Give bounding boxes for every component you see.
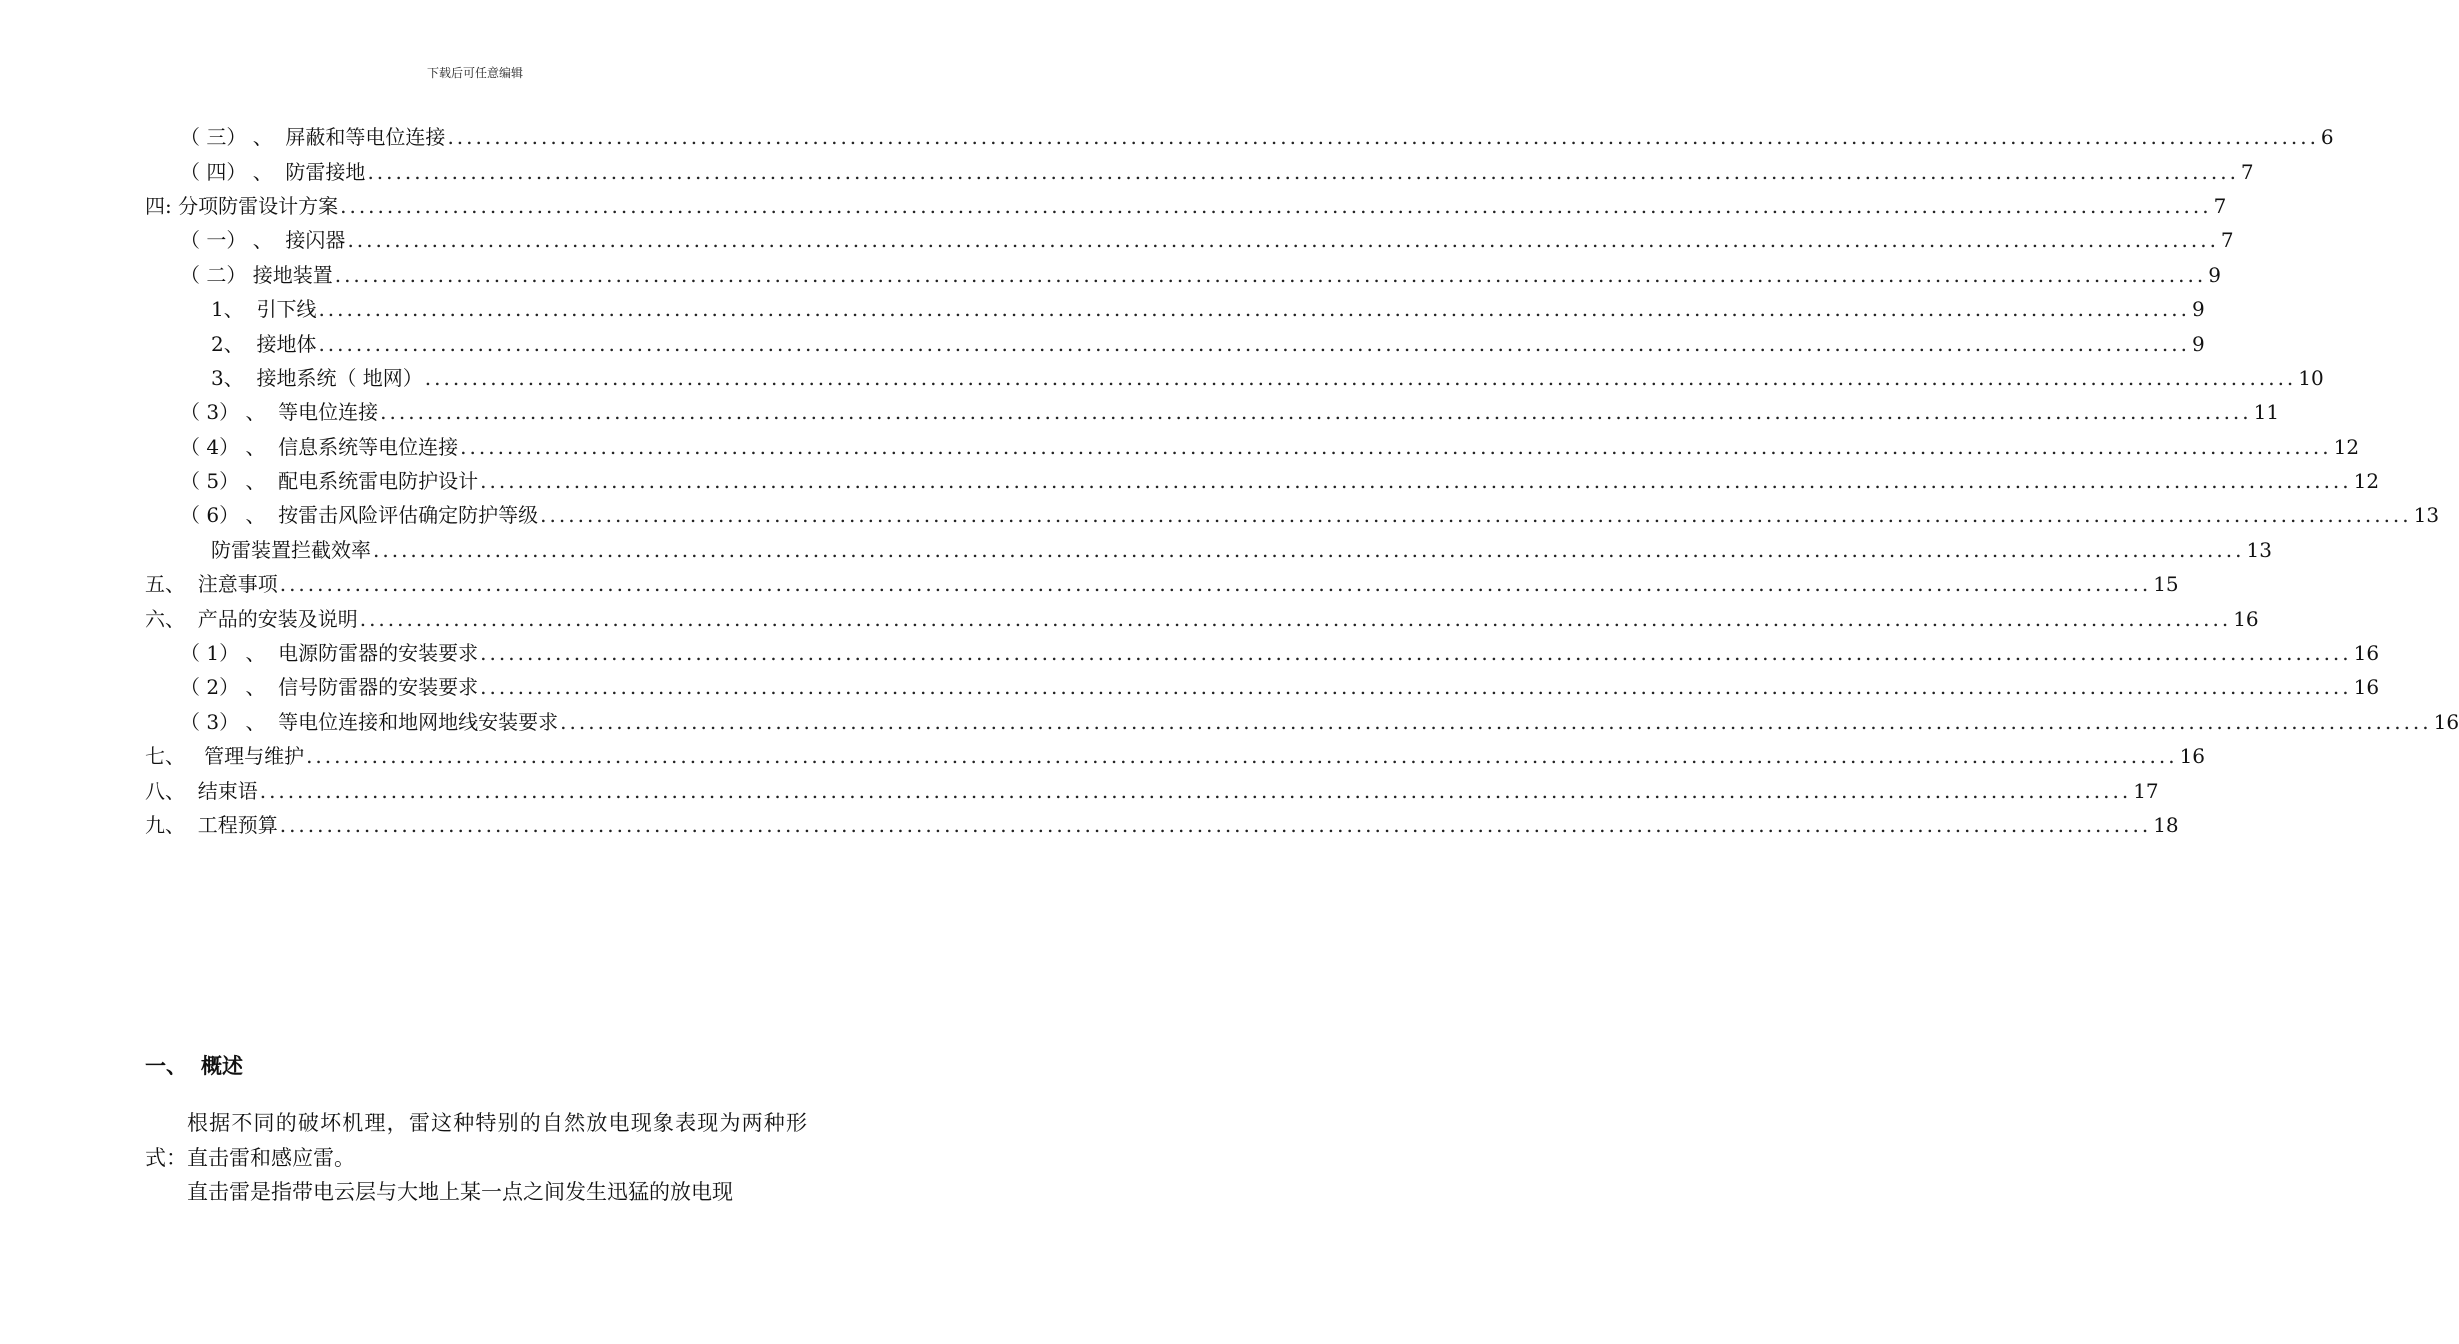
toc-entry-page: 16 bbox=[2179, 744, 2206, 769]
toc-entry-page: 7 bbox=[2220, 228, 2234, 253]
toc-entry-title: （ 三） 、 屏蔽和等电位连接 bbox=[180, 125, 446, 150]
toc-dot-leader: ........................................................................................................................................................................................................ bbox=[480, 641, 2352, 666]
toc-dot-leader: ........................................................................................................................................................................................................ bbox=[380, 400, 2252, 425]
toc-entry[interactable] bbox=[145, 567, 2179, 601]
toc-entry-page: 16 bbox=[2433, 709, 2459, 734]
toc-entry[interactable] bbox=[145, 361, 2324, 395]
toc-entry[interactable] bbox=[145, 223, 2234, 257]
toc-entry[interactable] bbox=[145, 739, 2206, 773]
toc-entry-page: 10 bbox=[2298, 365, 2324, 390]
toc-entry-title: 八、 结束语 bbox=[145, 778, 258, 803]
toc-entry[interactable] bbox=[145, 395, 2280, 429]
toc-entry[interactable] bbox=[145, 430, 2360, 464]
toc-dot-leader: ........................................................................................................................................................................................................ bbox=[424, 365, 2297, 390]
section-title: 概述 bbox=[201, 1054, 243, 1078]
toc-entry[interactable] bbox=[145, 636, 2380, 670]
toc-entry-title: 五、 注意事项 bbox=[145, 572, 278, 597]
toc-dot-leader: ........................................................................................................................................................................................................ bbox=[480, 675, 2352, 700]
toc-dot-leader: ........................................................................................................................................................................................................ bbox=[259, 778, 2132, 803]
toc-entry-title: （ 4） 、 信息系统等电位连接 bbox=[180, 434, 459, 459]
toc-dot-leader: ........................................................................................................................................................................................................ bbox=[340, 193, 2212, 218]
section-heading bbox=[145, 1050, 243, 1080]
toc-entry[interactable] bbox=[145, 120, 2334, 154]
toc-dot-leader: ........................................................................................................................................................................................................ bbox=[347, 228, 2219, 253]
toc-entry[interactable] bbox=[145, 292, 2205, 326]
toc-dot-leader: ........................................................................................................................................................................................................ bbox=[480, 469, 2352, 494]
toc-entry-page: 6 bbox=[2320, 125, 2334, 150]
toc-entry-page: 16 bbox=[2233, 606, 2259, 631]
toc-dot-leader: ........................................................................................................................................................................................................ bbox=[279, 572, 2152, 597]
toc-dot-leader: ........................................................................................................................................................................................................ bbox=[540, 503, 2412, 528]
toc-entry-title: （ 2） 、 信号防雷器的安装要求 bbox=[180, 675, 479, 700]
toc-entry-title: （ 5） 、 配电系统雷电防护设计 bbox=[180, 469, 479, 494]
toc-entry-title: 2、 接地体 bbox=[211, 331, 317, 356]
page-header: 下载后可任意编辑 bbox=[426, 66, 523, 80]
toc-entry[interactable] bbox=[145, 533, 2272, 567]
toc-entry-title: （ 一） 、 接闪器 bbox=[180, 228, 346, 253]
toc-entry-page: 12 bbox=[2333, 434, 2360, 459]
toc-entry-title: （ 3） 、 等电位连接 bbox=[180, 400, 379, 425]
toc-entry-page: 11 bbox=[2253, 400, 2280, 425]
toc-entry-title: 1、 引下线 bbox=[211, 297, 317, 322]
toc-dot-leader: ........................................................................................................................................................................................................ bbox=[279, 813, 2152, 837]
toc-dot-leader: ........................................................................................................................................................................................................ bbox=[318, 297, 2190, 322]
toc-entry-page: 7 bbox=[2213, 193, 2227, 218]
table-of-contents bbox=[145, 120, 2459, 842]
toc-entry-page: 9 bbox=[2191, 297, 2205, 322]
toc-dot-leader: ........................................................................................................................................................................................................ bbox=[359, 606, 2232, 631]
toc-entry-page: 9 bbox=[2191, 331, 2205, 356]
body-text bbox=[145, 1106, 807, 1210]
toc-entry-page: 16 bbox=[2353, 641, 2380, 666]
toc-entry[interactable] bbox=[145, 258, 2221, 292]
paragraph: 根据不同的破坏机理，雷这种特别的自然放电现象表现为两种形式：直击雷和感应雷。 bbox=[145, 1111, 807, 1170]
toc-dot-leader: ........................................................................................................................................................................................................ bbox=[367, 159, 2239, 184]
toc-dot-leader: ........................................................................................................................................................................................................ bbox=[560, 709, 2432, 734]
toc-entry-title: 六、 产品的安装及说明 bbox=[145, 606, 358, 631]
section-number: 一、 bbox=[145, 1054, 187, 1078]
toc-entry[interactable] bbox=[145, 705, 2459, 739]
toc-entry[interactable] bbox=[145, 326, 2205, 360]
toc-entry-title: （ 6） 、 按雷击风险评估确定防护等级 bbox=[180, 503, 539, 528]
toc-entry-title: （ 3） 、 等电位连接和地网地线安装要求 bbox=[180, 709, 559, 734]
toc-dot-leader: ........................................................................................................................................................................................................ bbox=[306, 744, 2178, 769]
toc-entry-title: 九、 工程预算 bbox=[145, 813, 278, 837]
toc-entry-page: 7 bbox=[2240, 159, 2254, 184]
toc-dot-leader: ........................................................................................................................................................................................................ bbox=[460, 434, 2332, 459]
toc-entry[interactable] bbox=[145, 498, 2440, 532]
toc-entry[interactable] bbox=[145, 189, 2227, 223]
toc-entry-page: 13 bbox=[2413, 503, 2440, 528]
toc-entry-page: 13 bbox=[2246, 537, 2272, 562]
toc-entry-page: 9 bbox=[2208, 262, 2221, 287]
toc-dot-leader: ........................................................................................................................................................................................................ bbox=[318, 331, 2190, 356]
toc-entry-title: 四: 分项防雷设计方案 bbox=[145, 193, 339, 218]
toc-entry-page: 16 bbox=[2353, 675, 2380, 700]
toc-entry-page: 17 bbox=[2133, 778, 2159, 803]
toc-entry[interactable] bbox=[145, 464, 2380, 498]
toc-entry-title: （ 1） 、 电源防雷器的安装要求 bbox=[180, 641, 479, 666]
paragraph: 直击雷是指带电云层与大地上某一点之间发生迅猛的放电现 bbox=[187, 1180, 733, 1204]
toc-entry-title: 3、 接地系统（ 地网） bbox=[211, 365, 423, 390]
toc-entry[interactable] bbox=[145, 808, 2179, 842]
toc-entry-page: 18 bbox=[2153, 813, 2179, 837]
toc-entry-page: 15 bbox=[2153, 572, 2179, 597]
toc-dot-leader: ........................................................................................................................................................................................................ bbox=[334, 262, 2207, 287]
toc-entry[interactable] bbox=[145, 154, 2254, 188]
toc-entry[interactable] bbox=[145, 601, 2259, 635]
toc-entry-title: （ 二） 接地装置 bbox=[180, 262, 333, 287]
toc-dot-leader: ........................................................................................................................................................................................................ bbox=[373, 537, 2245, 562]
toc-entry[interactable] bbox=[145, 670, 2380, 704]
toc-entry[interactable] bbox=[145, 773, 2159, 807]
toc-entry-title: 七、 管理与维护 bbox=[145, 744, 305, 769]
toc-entry-title: （ 四） 、 防雷接地 bbox=[180, 159, 366, 184]
toc-dot-leader: ........................................................................................................................................................................................................ bbox=[447, 125, 2319, 150]
toc-entry-page: 12 bbox=[2353, 469, 2380, 494]
toc-entry-title: 防雷装置拦截效率 bbox=[211, 537, 371, 562]
